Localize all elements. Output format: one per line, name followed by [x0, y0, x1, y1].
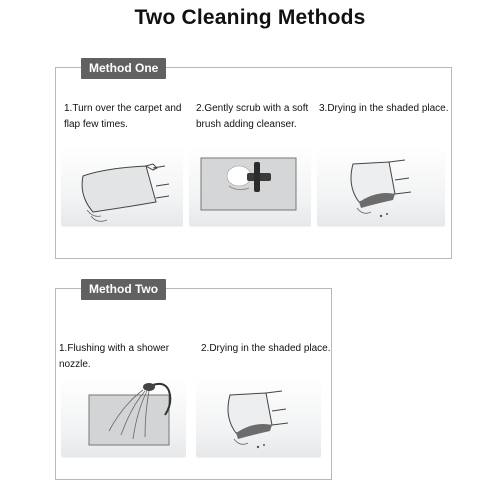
method-one-step-1-text: 1.Turn over the carpet and flap few times.	[64, 103, 182, 130]
method-one-panel	[55, 61, 452, 259]
method-two-step-1-text: 1.Flushing with a shower nozzle.	[59, 343, 170, 370]
method-two-tab: Method Two	[81, 279, 166, 300]
method-one-step-2-text: 2.Gently scrub with a soft brush adding cleanser.	[196, 103, 309, 130]
flap-carpet-illustration	[61, 146, 183, 226]
method-one-step-3-card	[317, 146, 445, 226]
method-one-step-3-text: 3.Drying in the shaded place.	[319, 103, 449, 114]
shower-flush-illustration	[61, 377, 186, 457]
page-title: Two Cleaning Methods	[134, 6, 366, 29]
brush-scrub-illustration	[189, 146, 311, 226]
method-two-step-2-card	[196, 377, 321, 457]
method-one-step-1-card	[61, 146, 183, 226]
method-one-step-2-card	[189, 146, 311, 226]
method-one-tab: Method One	[81, 58, 166, 79]
method-two-panel	[55, 282, 332, 480]
drying-illustration	[317, 146, 445, 226]
drying-illustration-2	[196, 377, 321, 457]
method-two-step-2-text: 2.Drying in the shaded place.	[201, 343, 331, 354]
method-two-step-1-card	[61, 377, 186, 457]
